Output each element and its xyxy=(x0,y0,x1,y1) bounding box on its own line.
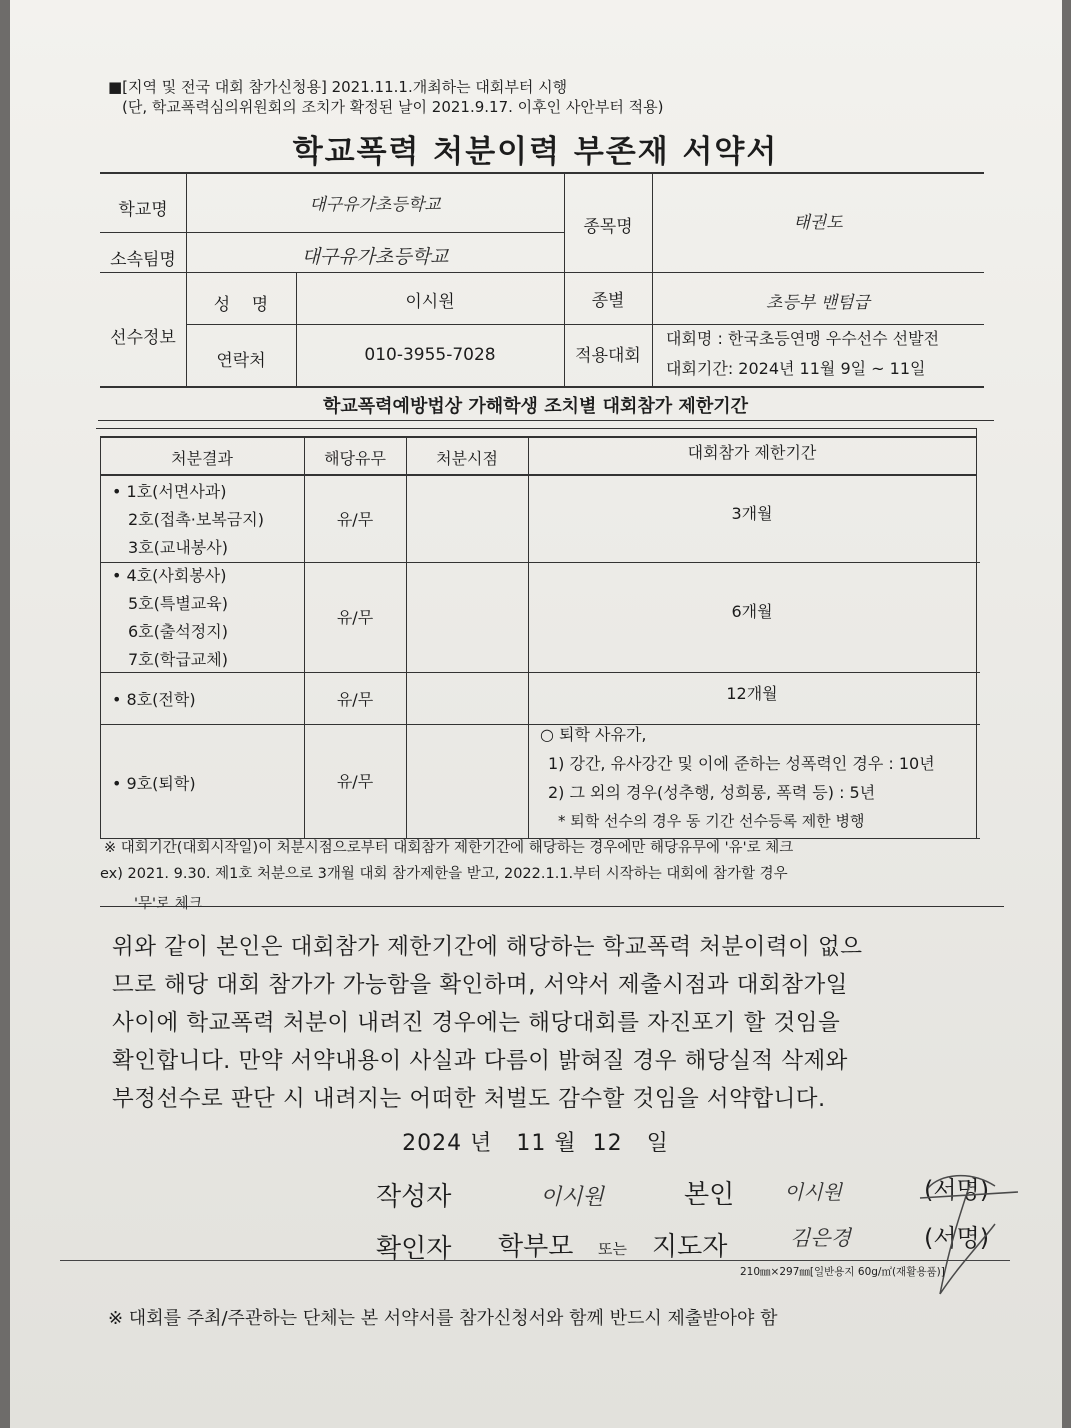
player-info-label: 선수정보 xyxy=(110,327,176,348)
document-title: 학교폭력 처분이력 부존재 서약서 xyxy=(292,134,779,170)
measure-item: 7호(학급교체) xyxy=(128,650,228,669)
date-month-unit: 월 xyxy=(554,1131,577,1156)
applicable-option[interactable]: 유/무 xyxy=(336,771,374,791)
or-label: 또는 xyxy=(598,1240,627,1258)
player-name-label: 성 명 xyxy=(213,294,269,315)
date-month: 11 xyxy=(516,1131,547,1156)
sign-date xyxy=(0,1126,1071,1157)
measure-item: • 4호(사회봉사) xyxy=(112,566,227,585)
sign-label: (서명) xyxy=(924,1176,990,1204)
date-day: 12 xyxy=(592,1131,623,1156)
contact-value: 010-3955-7028 xyxy=(364,345,496,365)
contact-label: 연락처 xyxy=(216,350,266,371)
sport-value: 태권도 xyxy=(793,212,843,233)
pledge-line: 부정선수로 판단 시 내려지는 어떠한 처벌도 감수할 것임을 서약합니다. xyxy=(112,1086,826,1112)
player-name-value: 이시원 xyxy=(405,291,455,312)
measure-item: 5호(특별교육) xyxy=(128,594,228,613)
pledge-line: 확인합니다. 만약 서약내용이 사실과 다름이 밝혀질 경우 해당실적 삭제와 xyxy=(112,1048,848,1074)
applicable-option[interactable]: 유/무 xyxy=(336,509,374,529)
coach-label: 지도자 xyxy=(652,1232,728,1262)
event-period: 대회기간: 2024년 11월 9일 ~ 11일 xyxy=(666,359,926,378)
sport-label: 종목명 xyxy=(583,216,633,237)
header-applicable: 해당유무 xyxy=(324,448,386,468)
measure-item: 6호(출석정지) xyxy=(128,622,228,641)
school-name-value: 대구유가초등학교 xyxy=(309,194,441,215)
writer-label: 작성자 xyxy=(376,1182,452,1212)
parent-label: 학부모 xyxy=(498,1232,574,1262)
notice-line-1: ■[지역 및 전국 대회 참가신청용] 2021.11.1.개최하는 대회부터 시행 xyxy=(108,78,568,96)
pledge-line: 위와 같이 본인은 대회참가 제한기간에 해당하는 학교폭력 처분이력이 없으 xyxy=(112,934,863,960)
table-row xyxy=(112,686,196,714)
category-value: 초등부 밴텀급 xyxy=(766,292,870,313)
footer-note: ※ 대회를 주최/주관하는 단체는 본 서약서를 참가신청서와 함께 반드시 제출받아야 함 xyxy=(108,1308,778,1329)
sign-label-2: (서명) xyxy=(924,1224,990,1252)
self-signature: 이시원 xyxy=(784,1180,842,1204)
pledge-text xyxy=(112,928,992,1118)
table-row xyxy=(112,562,228,674)
expulsion-line: 2) 그 외의 경우(성추행, 성희롱, 폭력 등) : 5년 xyxy=(548,783,876,802)
note-1: ※ 대회기간(대회시작일)이 처분시점으로부터 대회참가 제한기간에 해당하는 경우에만 해당유무에 '유'로 체크 xyxy=(104,840,794,856)
event-label: 적용대회 xyxy=(575,345,641,366)
category-label: 종별 xyxy=(591,290,625,311)
team-name-label: 소속팀명 xyxy=(110,249,176,270)
measure-item: 2호(접촉·보복금지) xyxy=(128,510,264,529)
applicable-option[interactable]: 유/무 xyxy=(336,607,374,627)
confirmer-signature: 김은경 xyxy=(790,1226,851,1250)
event-name: 대회명 : 한국초등연맹 우수선수 선발전 xyxy=(666,329,940,348)
measure-item: • 8호(전학) xyxy=(112,690,196,709)
section-title: 학교폭력예방법상 가해학생 조치별 대회참가 제한기간 xyxy=(323,396,748,417)
table-row xyxy=(112,770,196,798)
confirmer-label: 확인자 xyxy=(376,1234,452,1264)
date-day-unit: 일 xyxy=(646,1131,669,1156)
limit-period: 3개월 xyxy=(731,503,773,523)
writer-value: 이시원 xyxy=(540,1185,604,1210)
applicable-option[interactable]: 유/무 xyxy=(336,689,374,709)
pledge-line: 사이에 학교폭력 처분이 내려진 경우에는 해당대회를 자진포기 할 것임을 xyxy=(112,1010,841,1036)
limit-period: 6개월 xyxy=(731,601,773,621)
header-result: 처분결과 xyxy=(171,448,233,468)
date-year-unit: 년 xyxy=(470,1131,493,1156)
note-2: ex) 2021. 9.30. 제1호 처분으로 3개월 대회 참가제한을 받고, 2022.1.1.부터 시작하는 대회에 참가할 경우 xyxy=(100,866,788,882)
limit-period: 12개월 xyxy=(726,683,778,703)
paper-spec: 210㎜×297㎜[일반용지 60g/㎡(재활용품)] xyxy=(740,1266,945,1278)
date-year: 2024 xyxy=(402,1131,463,1156)
table-row xyxy=(112,478,264,562)
measure-item: • 9호(퇴학) xyxy=(112,774,196,793)
pledge-line: 므로 해당 대회 참가가 가능함을 확인하며, 서약서 제출시점과 대회참가일 xyxy=(112,972,848,998)
measure-item: 3호(교내봉사) xyxy=(128,538,228,557)
note-3: '무'로 체크 xyxy=(134,896,203,912)
measure-item: • 1호(서면사과) xyxy=(112,482,227,501)
expulsion-line: 1) 강간, 유사강간 및 이에 준하는 성폭력인 경우 : 10년 xyxy=(548,754,935,773)
school-name-label: 학교명 xyxy=(118,199,168,220)
expulsion-limits xyxy=(540,720,935,836)
notice-line-2: (단, 학교폭력심의위원회의 조치가 확정된 날이 2021.9.17. 이후인 사안부터 적용) xyxy=(122,98,664,116)
header-date: 처분시점 xyxy=(436,448,498,468)
signature-scribble xyxy=(900,1164,1020,1304)
team-name-value: 대구유가초등학교 xyxy=(301,245,449,268)
header-limit: 대회참가 제한기간 xyxy=(687,442,817,462)
self-label: 본인 xyxy=(684,1180,735,1210)
expulsion-line: ○ 퇴학 사유가, xyxy=(540,725,647,744)
expulsion-line: * 퇴학 선수의 경우 동 기간 선수등록 제한 병행 xyxy=(558,812,865,830)
